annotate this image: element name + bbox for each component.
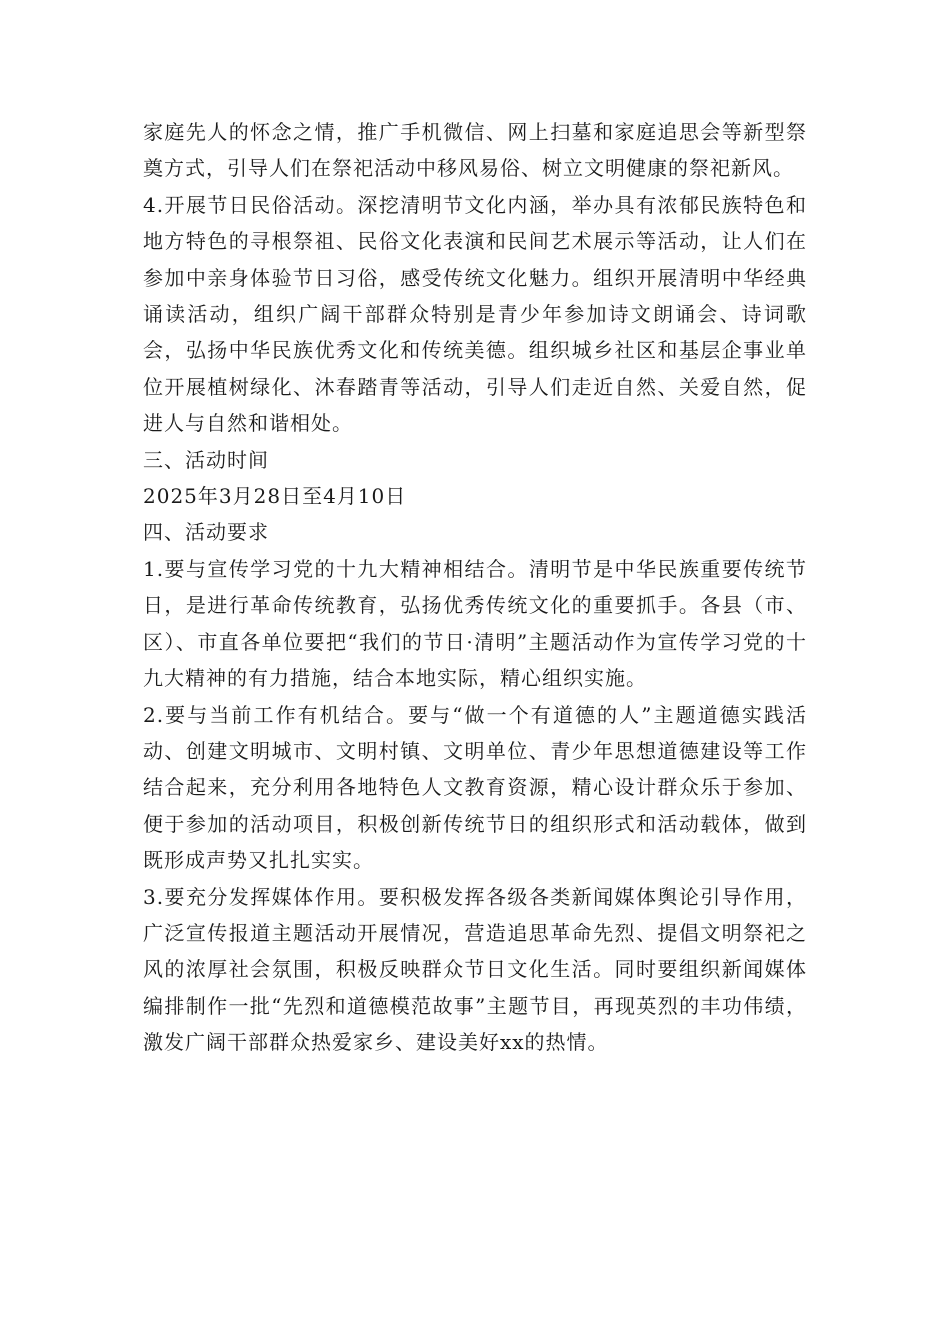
document-page bbox=[143, 114, 807, 1061]
requirement-1-paragraph: 1.要与宣传学习党的十九大精神相结合。清明节是中华民族重要传统节日，是进行革命传统教育，弘扬优秀传统文化的重要抓手。各县（市、区）、市直各单位要把“我们的节日·清明”主题活动作为宣传学习党的十九大精神的有力措施，结合本地实际，精心组织实施。 bbox=[143, 556, 807, 691]
requirement-2-paragraph: 2.要与当前工作有机结合。要与“做一个有道德的人”主题道德实践活动、创建文明城市、文明村镇、文明单位、青少年思想道德建设等工作结合起来，充分利用各地特色人文教育资源，精心设计群众乐于参加、便于参加的活动项目，积极创新传统节日的组织形式和活动载体，做到既形成声势又扎扎实实。 bbox=[143, 702, 807, 873]
activity-date-range: 2025年3月28日至4月10日 bbox=[143, 484, 407, 509]
paragraph-ancestor-remembrance: 家庭先人的怀念之情，推广手机微信、网上扫墓和家庭追思会等新型祭奠方式，引导人们在祭祀活动中移风易俗、树立文明健康的祭祀新风。 bbox=[143, 120, 807, 181]
section-heading-activity-time: 三、活动时间 bbox=[143, 447, 269, 472]
paragraph-folk-activities: 4.开展节日民俗活动。深挖清明节文化内涵，举办具有浓郁民族特色和地方特色的寻根祭祖、民俗文化表演和民间艺术展示等活动，让人们在参加中亲身体验节日习俗，感受传统文化魅力。组织开展清明中华经典诵读活动，组织广阔干部群众特别是青少年参加诗文朗诵会、诗词歌会，弘扬中华民族优秀文化和传统美德。组织城乡社区和基层企事业单位开展植树绿化、沐春踏青等活动，引导人们走近自然、关爱自然，促进人与自然和谐相处。 bbox=[143, 192, 807, 436]
requirement-3-paragraph: 3.要充分发挥媒体作用。要积极发挥各级各类新闻媒体舆论引导作用，广泛宣传报道主题活动开展情况，营造追思革命先烈、提倡文明祭祀之风的浓厚社会氛围，积极反映群众节日文化生活。同时要组织新闻媒体编排制作一批“先烈和道德模范故事”主题节目，再现英烈的丰功伟绩，激发广阔干部群众热爱家乡、建设美好xx的热情。 bbox=[143, 884, 807, 1055]
section-heading-activity-requirements: 四、活动要求 bbox=[143, 520, 269, 545]
